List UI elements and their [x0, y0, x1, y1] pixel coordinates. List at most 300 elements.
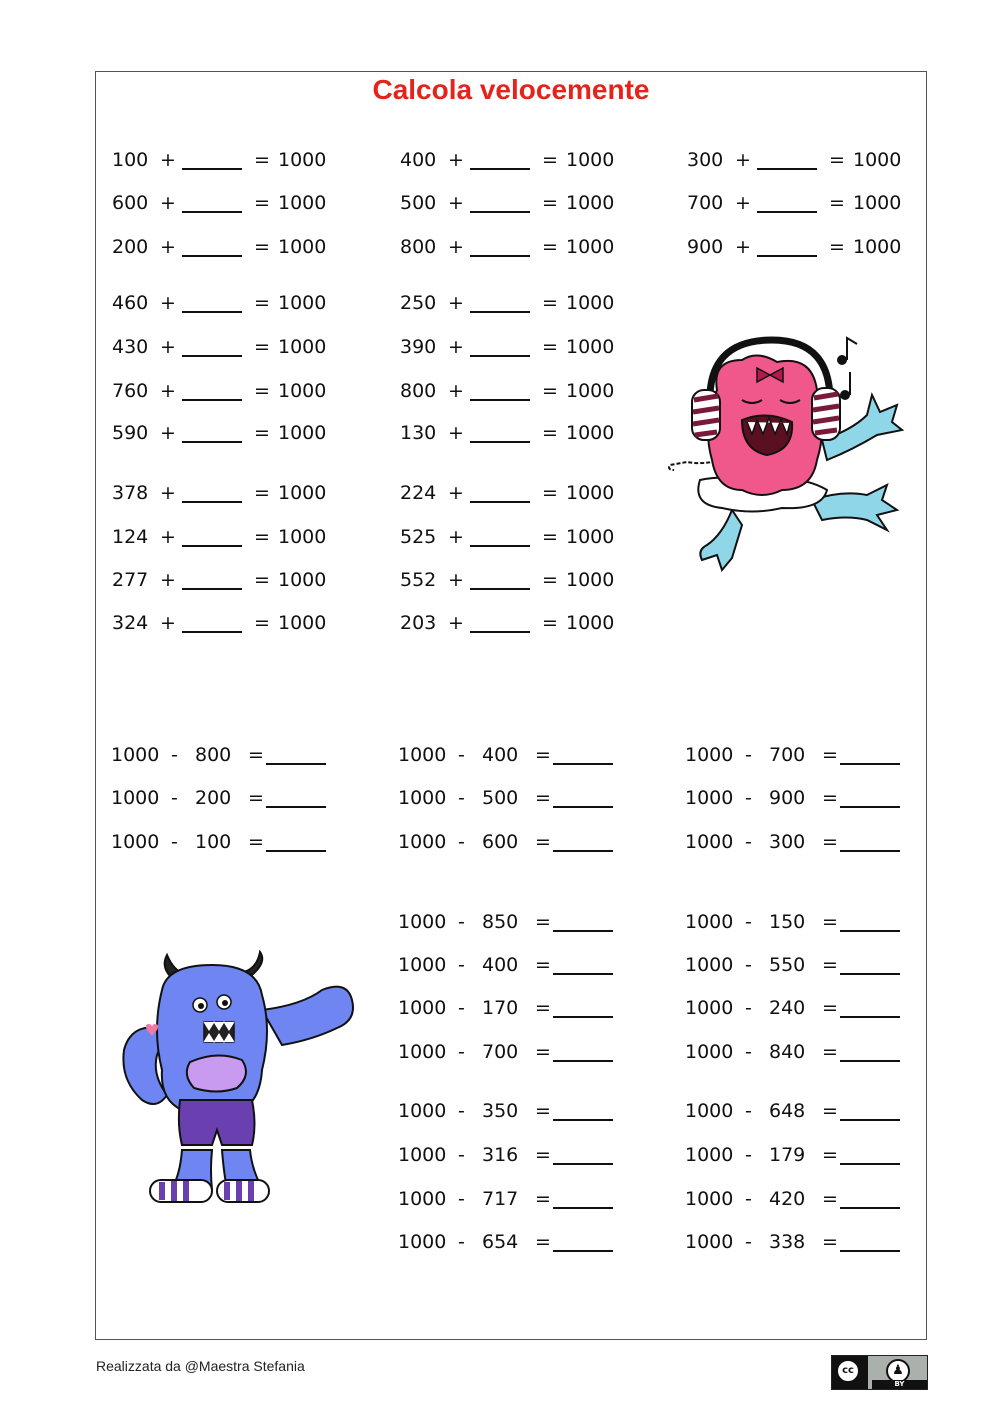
- minus-sign: -: [458, 1188, 465, 1210]
- minuend: 1000: [398, 997, 447, 1019]
- subtrahend: 240: [769, 997, 806, 1019]
- subtrahend: 840: [769, 1041, 806, 1063]
- subtrahend: 179: [769, 1144, 806, 1166]
- plus-sign: +: [448, 482, 464, 504]
- answer-blank[interactable]: [840, 850, 900, 852]
- addition-exercise: [400, 418, 630, 448]
- equals-sign: =: [535, 1041, 551, 1063]
- plus-sign: +: [160, 422, 176, 444]
- addend: 430: [112, 336, 149, 358]
- sum-value: 1000: [278, 236, 327, 258]
- subtraction-exercise: [685, 1096, 915, 1126]
- answer-blank[interactable]: [840, 973, 900, 975]
- minuend: 1000: [111, 787, 160, 809]
- equals-sign: =: [542, 526, 558, 548]
- equals-sign: =: [254, 336, 270, 358]
- equals-sign: =: [535, 787, 551, 809]
- equals-sign: =: [254, 526, 270, 548]
- plus-sign: +: [160, 526, 176, 548]
- subtraction-exercise: [685, 1227, 915, 1257]
- plus-sign: +: [160, 482, 176, 504]
- minus-sign: -: [171, 787, 178, 809]
- equals-sign: =: [535, 744, 551, 766]
- addend: 800: [400, 380, 437, 402]
- answer-blank[interactable]: [266, 806, 326, 808]
- subtrahend: 550: [769, 954, 806, 976]
- minuend: 1000: [398, 1231, 447, 1253]
- plus-sign: +: [735, 192, 751, 214]
- subtrahend: 648: [769, 1100, 806, 1122]
- equals-sign: =: [542, 422, 558, 444]
- addition-exercise: [400, 478, 630, 508]
- equals-sign: =: [535, 997, 551, 1019]
- sum-value: 1000: [566, 336, 615, 358]
- equals-sign: =: [829, 236, 845, 258]
- addition-exercise: [112, 188, 342, 218]
- minus-sign: -: [458, 831, 465, 853]
- sum-value: 1000: [278, 569, 327, 591]
- sum-value: 1000: [566, 192, 615, 214]
- equals-sign: =: [542, 380, 558, 402]
- subtrahend: 700: [482, 1041, 519, 1063]
- answer-blank[interactable]: [553, 806, 613, 808]
- addend: 552: [400, 569, 437, 591]
- addition-exercise: [400, 288, 630, 318]
- subtraction-exercise: [398, 993, 628, 1023]
- subtraction-exercise: [685, 1184, 915, 1214]
- answer-blank[interactable]: [553, 1250, 613, 1252]
- answer-blank[interactable]: [182, 631, 242, 633]
- addend: 250: [400, 292, 437, 314]
- answer-blank[interactable]: [757, 211, 817, 213]
- minus-sign: -: [458, 1231, 465, 1253]
- page-title: Calcola velocemente: [372, 74, 650, 105]
- equals-sign: =: [254, 192, 270, 214]
- addend: 460: [112, 292, 149, 314]
- minuend: 1000: [685, 1231, 734, 1253]
- plus-sign: +: [735, 236, 751, 258]
- addition-exercise: [687, 232, 917, 262]
- minus-sign: -: [745, 1188, 752, 1210]
- answer-blank[interactable]: [840, 1250, 900, 1252]
- minus-sign: -: [458, 911, 465, 933]
- subtraction-exercise: [685, 827, 915, 857]
- plus-sign: +: [448, 336, 464, 358]
- minuend: 1000: [685, 787, 734, 809]
- answer-blank[interactable]: [553, 1163, 613, 1165]
- sum-value: 1000: [566, 569, 615, 591]
- equals-sign: =: [535, 1144, 551, 1166]
- sum-value: 1000: [566, 482, 615, 504]
- plus-sign: +: [160, 236, 176, 258]
- answer-blank[interactable]: [182, 588, 242, 590]
- subtrahend: 800: [195, 744, 232, 766]
- equals-sign: =: [822, 1041, 838, 1063]
- equals-sign: =: [535, 1100, 551, 1122]
- equals-sign: =: [822, 911, 838, 933]
- answer-blank[interactable]: [470, 211, 530, 213]
- minuend: 1000: [111, 831, 160, 853]
- equals-sign: =: [829, 149, 845, 171]
- subtraction-exercise: [398, 950, 628, 980]
- answer-blank[interactable]: [553, 850, 613, 852]
- addend: 224: [400, 482, 437, 504]
- sum-value: 1000: [278, 192, 327, 214]
- answer-blank[interactable]: [470, 588, 530, 590]
- addition-exercise: [112, 332, 342, 362]
- subtraction-exercise: [685, 1037, 915, 1067]
- answer-blank[interactable]: [470, 355, 530, 357]
- addend: 500: [400, 192, 437, 214]
- equals-sign: =: [542, 292, 558, 314]
- minuend: 1000: [685, 997, 734, 1019]
- subtrahend: 200: [195, 787, 232, 809]
- subtraction-exercise: [398, 827, 628, 857]
- equals-sign: =: [542, 482, 558, 504]
- answer-blank[interactable]: [757, 168, 817, 170]
- subtrahend: 170: [482, 997, 519, 1019]
- addend: 203: [400, 612, 437, 634]
- minus-sign: -: [745, 831, 752, 853]
- minuend: 1000: [685, 954, 734, 976]
- plus-sign: +: [448, 192, 464, 214]
- minus-sign: -: [745, 787, 752, 809]
- equals-sign: =: [542, 612, 558, 634]
- minuend: 1000: [685, 1041, 734, 1063]
- plus-sign: +: [160, 569, 176, 591]
- plus-sign: +: [160, 336, 176, 358]
- answer-blank[interactable]: [840, 930, 900, 932]
- answer-blank[interactable]: [266, 763, 326, 765]
- sum-value: 1000: [566, 612, 615, 634]
- subtraction-exercise: [111, 740, 341, 770]
- addend: 590: [112, 422, 149, 444]
- subtrahend: 338: [769, 1231, 806, 1253]
- answer-blank[interactable]: [757, 255, 817, 257]
- addition-exercise: [687, 188, 917, 218]
- minuend: 1000: [398, 831, 447, 853]
- minus-sign: -: [458, 1100, 465, 1122]
- cc-icon: cc: [836, 1359, 860, 1383]
- subtrahend: 900: [769, 787, 806, 809]
- answer-blank[interactable]: [182, 355, 242, 357]
- equals-sign: =: [822, 997, 838, 1019]
- sum-value: 1000: [278, 612, 327, 634]
- equals-sign: =: [254, 569, 270, 591]
- equals-sign: =: [542, 336, 558, 358]
- plus-sign: +: [160, 612, 176, 634]
- equals-sign: =: [822, 744, 838, 766]
- addend: 124: [112, 526, 149, 548]
- answer-blank[interactable]: [840, 806, 900, 808]
- minuend: 1000: [398, 954, 447, 976]
- subtrahend: 700: [769, 744, 806, 766]
- answer-blank[interactable]: [266, 850, 326, 852]
- minus-sign: -: [745, 1100, 752, 1122]
- equals-sign: =: [535, 911, 551, 933]
- addition-exercise: [400, 232, 630, 262]
- minus-sign: -: [745, 1144, 752, 1166]
- subtrahend: 350: [482, 1100, 519, 1122]
- subtraction-exercise: [685, 740, 915, 770]
- subtraction-exercise: [398, 1227, 628, 1257]
- sum-value: 1000: [278, 422, 327, 444]
- person-icon: ♟: [886, 1359, 910, 1383]
- plus-sign: +: [448, 149, 464, 171]
- subtraction-exercise: [685, 993, 915, 1023]
- answer-blank[interactable]: [553, 1016, 613, 1018]
- subtraction-exercise: [685, 907, 915, 937]
- addition-exercise: [112, 376, 342, 406]
- minus-sign: -: [458, 744, 465, 766]
- equals-sign: =: [254, 482, 270, 504]
- equals-sign: =: [542, 192, 558, 214]
- answer-blank[interactable]: [553, 1119, 613, 1121]
- minuend: 1000: [685, 744, 734, 766]
- minus-sign: -: [745, 954, 752, 976]
- answer-blank[interactable]: [840, 1163, 900, 1165]
- equals-sign: =: [254, 292, 270, 314]
- answer-blank[interactable]: [553, 1207, 613, 1209]
- minus-sign: -: [458, 787, 465, 809]
- answer-blank[interactable]: [182, 211, 242, 213]
- equals-sign: =: [822, 1144, 838, 1166]
- addition-exercise: [400, 522, 630, 552]
- equals-sign: =: [535, 1231, 551, 1253]
- subtrahend: 300: [769, 831, 806, 853]
- equals-sign: =: [248, 831, 264, 853]
- minuend: 1000: [685, 1188, 734, 1210]
- minus-sign: -: [458, 997, 465, 1019]
- subtraction-exercise: [111, 827, 341, 857]
- by-label: BY: [872, 1380, 927, 1389]
- addition-exercise: [112, 288, 342, 318]
- sum-value: 1000: [278, 149, 327, 171]
- subtraction-exercise: [685, 950, 915, 980]
- answer-blank[interactable]: [182, 545, 242, 547]
- sum-value: 1000: [853, 236, 902, 258]
- equals-sign: =: [535, 1188, 551, 1210]
- equals-sign: =: [822, 1231, 838, 1253]
- minuend: 1000: [398, 787, 447, 809]
- cc-license-badge: [831, 1355, 928, 1390]
- minus-sign: -: [745, 1231, 752, 1253]
- subtraction-exercise: [398, 1096, 628, 1126]
- addition-exercise: [400, 332, 630, 362]
- sum-value: 1000: [853, 192, 902, 214]
- pink-monster-illustration: [662, 330, 912, 580]
- answer-blank[interactable]: [182, 441, 242, 443]
- subtrahend: 420: [769, 1188, 806, 1210]
- plus-sign: +: [735, 149, 751, 171]
- minus-sign: -: [745, 911, 752, 933]
- footer-credit: Realizzata da @Maestra Stefania: [96, 1358, 305, 1374]
- plus-sign: +: [160, 380, 176, 402]
- answer-blank[interactable]: [470, 311, 530, 313]
- sum-value: 1000: [278, 292, 327, 314]
- minus-sign: -: [745, 1041, 752, 1063]
- plus-sign: +: [160, 292, 176, 314]
- plus-sign: +: [448, 292, 464, 314]
- equals-sign: =: [542, 236, 558, 258]
- addition-exercise: [687, 145, 917, 175]
- answer-blank[interactable]: [553, 973, 613, 975]
- sum-value: 1000: [566, 236, 615, 258]
- equals-sign: =: [822, 1100, 838, 1122]
- sum-value: 1000: [853, 149, 902, 171]
- sum-value: 1000: [566, 292, 615, 314]
- addend: 324: [112, 612, 149, 634]
- answer-blank[interactable]: [470, 168, 530, 170]
- minus-sign: -: [458, 954, 465, 976]
- sum-value: 1000: [566, 380, 615, 402]
- addend: 900: [687, 236, 724, 258]
- answer-blank[interactable]: [840, 1119, 900, 1121]
- subtrahend: 100: [195, 831, 232, 853]
- addition-exercise: [400, 145, 630, 175]
- addition-exercise: [112, 418, 342, 448]
- addition-exercise: [400, 188, 630, 218]
- addend: 760: [112, 380, 149, 402]
- answer-blank[interactable]: [553, 763, 613, 765]
- equals-sign: =: [542, 569, 558, 591]
- addition-exercise: [112, 478, 342, 508]
- equals-sign: =: [535, 954, 551, 976]
- subtrahend: 316: [482, 1144, 519, 1166]
- subtraction-exercise: [398, 783, 628, 813]
- equals-sign: =: [822, 1188, 838, 1210]
- minuend: 1000: [685, 1100, 734, 1122]
- equals-sign: =: [542, 149, 558, 171]
- plus-sign: +: [448, 526, 464, 548]
- subtraction-exercise: [398, 907, 628, 937]
- subtraction-exercise: [685, 1140, 915, 1170]
- answer-blank[interactable]: [840, 1016, 900, 1018]
- addend: 130: [400, 422, 437, 444]
- equals-sign: =: [254, 612, 270, 634]
- minuend: 1000: [685, 831, 734, 853]
- sum-value: 1000: [278, 482, 327, 504]
- equals-sign: =: [254, 422, 270, 444]
- answer-blank[interactable]: [553, 1060, 613, 1062]
- answer-blank[interactable]: [182, 501, 242, 503]
- equals-sign: =: [822, 831, 838, 853]
- minus-sign: -: [745, 997, 752, 1019]
- subtraction-exercise: [398, 1184, 628, 1214]
- subtrahend: 400: [482, 954, 519, 976]
- plus-sign: +: [448, 569, 464, 591]
- answer-blank[interactable]: [182, 311, 242, 313]
- answer-blank[interactable]: [470, 501, 530, 503]
- addend: 700: [687, 192, 724, 214]
- answer-blank[interactable]: [840, 1207, 900, 1209]
- equals-sign: =: [822, 954, 838, 976]
- plus-sign: +: [448, 612, 464, 634]
- equals-sign: =: [822, 787, 838, 809]
- addend: 390: [400, 336, 437, 358]
- minuend: 1000: [398, 1100, 447, 1122]
- equals-sign: =: [254, 236, 270, 258]
- minus-sign: -: [458, 1144, 465, 1166]
- addition-exercise: [112, 565, 342, 595]
- addition-exercise: [400, 608, 630, 638]
- equals-sign: =: [254, 380, 270, 402]
- minuend: 1000: [398, 744, 447, 766]
- minuend: 1000: [398, 1144, 447, 1166]
- answer-blank[interactable]: [470, 631, 530, 633]
- sum-value: 1000: [566, 526, 615, 548]
- answer-blank[interactable]: [470, 255, 530, 257]
- minus-sign: -: [171, 831, 178, 853]
- sum-value: 1000: [566, 422, 615, 444]
- plus-sign: +: [448, 422, 464, 444]
- minus-sign: -: [745, 744, 752, 766]
- addition-exercise: [112, 232, 342, 262]
- answer-blank[interactable]: [553, 930, 613, 932]
- addend: 600: [112, 192, 149, 214]
- subtrahend: 850: [482, 911, 519, 933]
- subtrahend: 150: [769, 911, 806, 933]
- addition-exercise: [112, 608, 342, 638]
- answer-blank[interactable]: [182, 255, 242, 257]
- addend: 378: [112, 482, 149, 504]
- addition-exercise: [112, 145, 342, 175]
- addend: 100: [112, 149, 149, 171]
- subtrahend: 400: [482, 744, 519, 766]
- minuend: 1000: [398, 1188, 447, 1210]
- subtrahend: 654: [482, 1231, 519, 1253]
- subtraction-exercise: [398, 740, 628, 770]
- minuend: 1000: [111, 744, 160, 766]
- addend: 277: [112, 569, 149, 591]
- equals-sign: =: [248, 787, 264, 809]
- answer-blank[interactable]: [470, 441, 530, 443]
- sum-value: 1000: [278, 526, 327, 548]
- equals-sign: =: [254, 149, 270, 171]
- subtraction-exercise: [685, 783, 915, 813]
- minuend: 1000: [685, 1144, 734, 1166]
- plus-sign: +: [448, 380, 464, 402]
- answer-blank[interactable]: [840, 763, 900, 765]
- subtraction-exercise: [111, 783, 341, 813]
- answer-blank[interactable]: [182, 399, 242, 401]
- subtrahend: 600: [482, 831, 519, 853]
- blue-monster-illustration: [112, 950, 362, 1212]
- equals-sign: =: [248, 744, 264, 766]
- addition-exercise: [400, 376, 630, 406]
- minuend: 1000: [398, 1041, 447, 1063]
- answer-blank[interactable]: [470, 545, 530, 547]
- answer-blank[interactable]: [182, 168, 242, 170]
- answer-blank[interactable]: [470, 399, 530, 401]
- addition-exercise: [400, 565, 630, 595]
- addend: 200: [112, 236, 149, 258]
- subtrahend: 717: [482, 1188, 519, 1210]
- plus-sign: +: [160, 192, 176, 214]
- minuend: 1000: [398, 911, 447, 933]
- plus-sign: +: [448, 236, 464, 258]
- subtraction-exercise: [398, 1037, 628, 1067]
- plus-sign: +: [160, 149, 176, 171]
- subtraction-exercise: [398, 1140, 628, 1170]
- addend: 400: [400, 149, 437, 171]
- sum-value: 1000: [566, 149, 615, 171]
- addend: 525: [400, 526, 437, 548]
- minuend: 1000: [685, 911, 734, 933]
- answer-blank[interactable]: [840, 1060, 900, 1062]
- sum-value: 1000: [278, 380, 327, 402]
- subtrahend: 500: [482, 787, 519, 809]
